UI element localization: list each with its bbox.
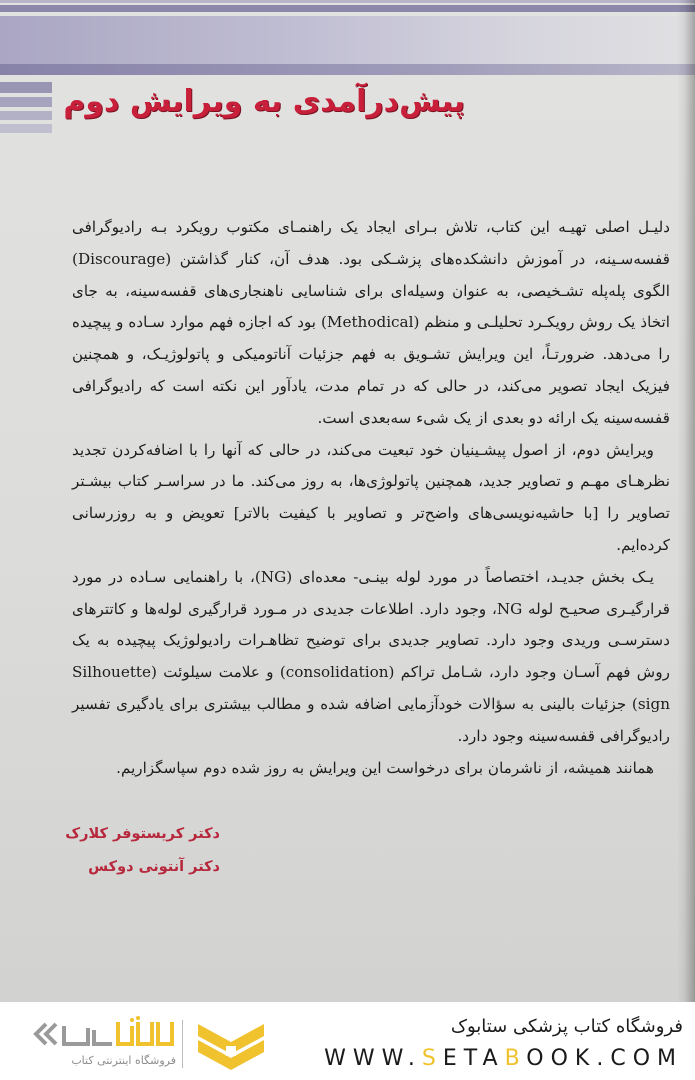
setabook-chevron-logo-icon [196, 1020, 266, 1070]
side-stripe [0, 111, 52, 120]
paragraph: همانند همیشه، از ناشرمان برای درخواست این ویرایش به روز شده دوم سپاسگزاریم. [116, 758, 654, 777]
url-highlight: S [421, 1046, 443, 1071]
side-stripe [0, 124, 52, 133]
header-band-mid [0, 64, 695, 75]
url-part: ETA [442, 1046, 505, 1071]
header-band-thin [0, 5, 695, 12]
store-website-link[interactable] [324, 1046, 683, 1071]
setabook-wordmark-icon [32, 1016, 177, 1052]
side-stripe [0, 82, 52, 93]
store-name: فروشگاه کتاب پزشکی ستابوک [450, 1016, 683, 1037]
header-band-wide [0, 16, 695, 64]
page-title: پیش‌درآمدی به ویرایش دوم [63, 84, 465, 119]
url-part: OOK.COM [526, 1046, 683, 1071]
author-name: دکتر آنتونی دوکس [88, 859, 220, 875]
logo-divider [182, 1020, 183, 1068]
header-band-top [0, 0, 695, 3]
setabook-logo[interactable] [32, 1016, 272, 1076]
paragraph: دلیـل اصلی تهیـه این کتاب، تلاش بـرای ایجاد یک راهنمـای مکتوب رویکرد بـه رادیوگرافی قفسه‌سـینه، در آموزش دانشکده‌های پزشـکی بود. هدف آن، کنار گذاشتن (Discourage) الگوی پله‌پله تشـخیصی، به عنوان وسیله‌ای برای شناسایی ناهنجاری‌های قفسه‌سینه، به جای اتخاذ یک روش رویکـرد تحلیلـی و منظم (Methodical) بود که اجازه فهم موارد سـاده و پیچیده را می‌دهد. ضرورتـاً، این ویرایش تشـویق به فهم جزئیات آناتومیکی و پاتولوژیـک، و همچنین فیزیک ایجاد تصویر می‌کند، در حالی که در تمام مدت، یادآور این نکته است که رادیوگرافی قفسه‌سینه یک ارائه دو بعدی از یک شیء سه‌بعدی است. [72, 218, 670, 427]
preface-body [72, 212, 670, 784]
paragraph: یـک بخش جدیـد، اختصاصاً در مورد لوله بینـی- معده‌ای (NG)، با راهنمایی سـاده در مورد قرارگیـری صحیـح لوله NG، وجود دارد. اطلاعات جدیدی در مـورد قرارگیری لوله‌ها و کاتترهای دسترسـی وریدی وجود دارد. تصاویر جدیدی برای توضیح تظاهـرات رادیولوژیک پیچیده به یک روش فهم آسـان وجود دارد، شـامل تراکم (consolidation) و علامت سیلوئت (Silhouette sign) جزئیات بالینی به سؤالات خودآزمایی اضافه شده و مطالب بیشتری برای یادگیری تفسیر رادیوگرافی قفسه‌سینه وجود دارد. [72, 567, 671, 745]
logo-tagline: فروشگاه اینترنتی کتاب [71, 1054, 176, 1067]
store-footer [0, 1002, 695, 1080]
paragraph: ویرایش دوم، از اصول پیشـینیان خود تبعیت می‌کند، در حالی که آنها را با اضافه‌کردن تجدید نظرهـای مهـم و تصاویر جدید، همچنین پاتولوژی‌ها، به روز می‌کند. ما در سراسـر کتاب بیشـتر تصاویر را [با حاشیه‌نویسی‌های واضح‌تر و تصاویر با کیفیت بالاتر] تعویض و به روزرسانی کرده‌ایم. [72, 440, 670, 554]
url-highlight: B [504, 1046, 527, 1071]
side-stripe [0, 97, 52, 107]
author-name: دکتر کریستوفر کلارک [65, 826, 220, 842]
author-signatures [60, 818, 220, 884]
url-part: WWW. [324, 1046, 422, 1071]
